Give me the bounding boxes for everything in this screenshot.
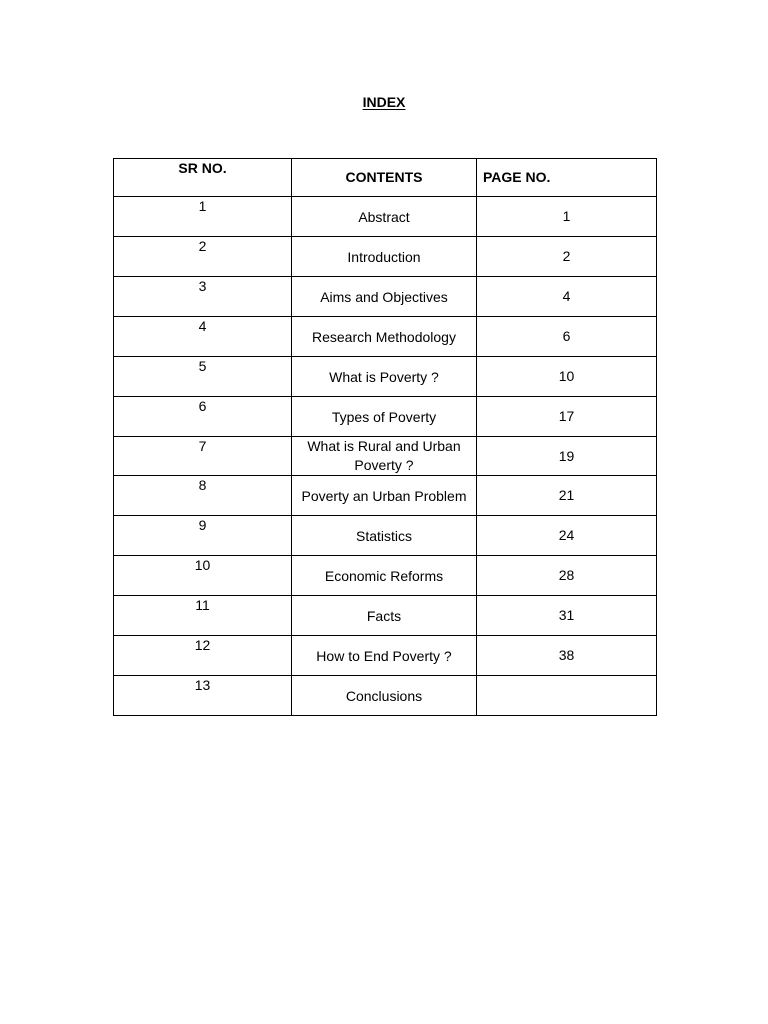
page-no-cell: 38	[477, 636, 657, 676]
page-no-cell: 31	[477, 596, 657, 636]
content-cell: Introduction	[292, 237, 477, 277]
table-header-row	[114, 159, 657, 197]
sr-no-cell: 11	[114, 596, 292, 636]
content-cell: Facts	[292, 596, 477, 636]
content-cell: Types of Poverty	[292, 397, 477, 437]
table-row	[114, 636, 657, 676]
content-cell: Economic Reforms	[292, 556, 477, 596]
table-row	[114, 197, 657, 237]
sr-no-cell: 6	[114, 397, 292, 437]
table-row	[114, 676, 657, 716]
sr-no-cell: 1	[114, 197, 292, 237]
page-no-cell: 4	[477, 277, 657, 317]
sr-no-cell: 9	[114, 516, 292, 556]
page-no-cell: 24	[477, 516, 657, 556]
sr-no-cell: 8	[114, 476, 292, 516]
content-cell: Conclusions	[292, 676, 477, 716]
sr-no-cell: 3	[114, 277, 292, 317]
page-no-cell: 28	[477, 556, 657, 596]
sr-no-cell: 12	[114, 636, 292, 676]
content-cell: What is Rural and Urban Poverty ?	[292, 437, 477, 476]
table-row	[114, 516, 657, 556]
content-cell: Statistics	[292, 516, 477, 556]
content-cell: Abstract	[292, 197, 477, 237]
content-cell: Aims and Objectives	[292, 277, 477, 317]
page-no-cell: 2	[477, 237, 657, 277]
sr-no-cell: 5	[114, 357, 292, 397]
header-sr-no: SR NO.	[114, 159, 292, 197]
index-table	[113, 158, 657, 716]
content-cell: Research Methodology	[292, 317, 477, 357]
sr-no-cell: 2	[114, 237, 292, 277]
sr-no-cell: 7	[114, 437, 292, 476]
table-row	[114, 556, 657, 596]
page-no-cell: 1	[477, 197, 657, 237]
page-no-cell: 21	[477, 476, 657, 516]
page-no-cell	[477, 676, 657, 716]
table-row	[114, 476, 657, 516]
table-row	[114, 237, 657, 277]
page-no-cell: 6	[477, 317, 657, 357]
table-row	[114, 357, 657, 397]
table-row	[114, 317, 657, 357]
table-row	[114, 277, 657, 317]
page-title: INDEX	[362, 94, 406, 110]
sr-no-cell: 10	[114, 556, 292, 596]
content-cell: What is Poverty ?	[292, 357, 477, 397]
content-cell: How to End Poverty ?	[292, 636, 477, 676]
header-page-no: PAGE NO.	[477, 159, 657, 197]
table-row	[114, 397, 657, 437]
page-no-cell: 19	[477, 437, 657, 476]
page-no-cell: 17	[477, 397, 657, 437]
header-contents: CONTENTS	[292, 159, 477, 197]
sr-no-cell: 4	[114, 317, 292, 357]
table-row	[114, 437, 657, 476]
content-cell: Poverty an Urban Problem	[292, 476, 477, 516]
table-row	[114, 596, 657, 636]
page-no-cell: 10	[477, 357, 657, 397]
sr-no-cell: 13	[114, 676, 292, 716]
